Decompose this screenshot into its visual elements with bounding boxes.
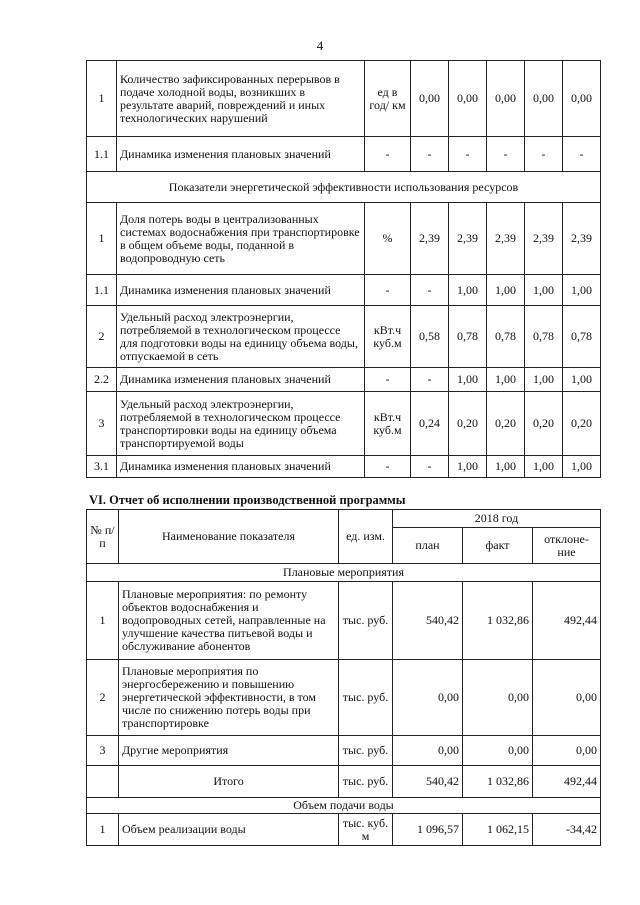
unit: тыс. куб. м: [339, 814, 393, 846]
indicator-name: Другие мероприятия: [119, 736, 339, 766]
value: 0,00: [411, 61, 449, 137]
row-number: 1.1: [87, 137, 117, 172]
indicator-name: Доля потерь воды в централизованных системах водоснабжения при транспортировке в общем объеме воды, поданной в водопроводную сеть: [117, 203, 365, 275]
value: -: [487, 137, 525, 172]
fact-value: 0,00: [463, 660, 533, 736]
plan-value: 540,42: [393, 582, 463, 660]
row-number: 2: [87, 660, 119, 736]
row-number: 1: [87, 203, 117, 275]
col-header-name: Наименование показателя: [119, 510, 339, 564]
deviation-value: -34,42: [533, 814, 601, 846]
value: 0,78: [525, 306, 563, 368]
value: 0,24: [411, 392, 449, 456]
header-row: [87, 510, 601, 528]
value: 2,39: [449, 203, 487, 275]
value: 1,00: [525, 456, 563, 478]
row-number: 3: [87, 736, 119, 766]
indicator-name: Динамика изменения плановых значений: [117, 368, 365, 392]
value: 0,00: [487, 61, 525, 137]
value: 0,20: [449, 392, 487, 456]
unit: тыс. руб.: [339, 582, 393, 660]
value: 1,00: [525, 368, 563, 392]
indicator-name: Количество зафиксированных перерывов в подаче холодной воды, возникших в результате аварий, повреждений и иных технологических нарушений: [117, 61, 365, 137]
table-row: [87, 736, 601, 766]
plan-value: 540,42: [393, 766, 463, 798]
unit: -: [365, 275, 411, 306]
deviation-value: 0,00: [533, 736, 601, 766]
value: 0,78: [449, 306, 487, 368]
page-number: 4: [316, 38, 324, 53]
indicators-table: [86, 60, 601, 478]
row-number: 1: [87, 814, 119, 846]
group-row: [87, 564, 601, 582]
value: -: [411, 137, 449, 172]
unit: тыс. руб.: [339, 736, 393, 766]
table-row: [87, 306, 601, 368]
indicator-name: Объем реализации воды: [119, 814, 339, 846]
value: 1,00: [563, 368, 601, 392]
row-number: 2: [87, 306, 117, 368]
section-title: VI. Отчет об исполнении производственной программы: [89, 493, 406, 507]
indicator-name: Удельный расход электроэнергии, потребляемой в технологическом процессе транспортировки воды на единицу объема транспортируемой воды: [117, 392, 365, 456]
value: 1,00: [563, 456, 601, 478]
col-header-plan: план: [393, 528, 463, 564]
deviation-value: 492,44: [533, 582, 601, 660]
value: 2,39: [563, 203, 601, 275]
indicator-name: Плановые мероприятия по энергосбережению и повышению энергетической эффективности, в том числе по снижению потерь воды при транспортировке: [119, 660, 339, 736]
col-header-number: № п/п: [87, 510, 119, 564]
indicator-name: Динамика изменения плановых значений: [117, 456, 365, 478]
value: 0,00: [563, 61, 601, 137]
value: 0,20: [563, 392, 601, 456]
row-number: 3.1: [87, 456, 117, 478]
value: -: [411, 275, 449, 306]
table-row: [87, 368, 601, 392]
indicator-name: Удельный расход электроэнергии, потребляемой в технологическом процессе для подготовки воды на единицу объема воды, отпускаемой в сеть: [117, 306, 365, 368]
table-row: [87, 61, 601, 137]
unit: ед в год/ км: [365, 61, 411, 137]
value: 0,00: [525, 61, 563, 137]
group-header: Объем подачи воды: [87, 798, 601, 814]
deviation-value: 0,00: [533, 660, 601, 736]
value: 0,00: [449, 61, 487, 137]
col-header-fact: факт: [463, 528, 533, 564]
value: -: [525, 137, 563, 172]
value: 2,39: [525, 203, 563, 275]
table-row: [87, 203, 601, 275]
col-header-deviation: отклоне-ние: [533, 528, 601, 564]
table-row: [87, 456, 601, 478]
fact-value: 0,00: [463, 736, 533, 766]
unit: кВт.ч куб.м: [365, 306, 411, 368]
indicator-name: Динамика изменения плановых значений: [117, 275, 365, 306]
table-row: [87, 582, 601, 660]
unit: %: [365, 203, 411, 275]
row-number: 3: [87, 392, 117, 456]
unit: тыс. руб.: [339, 766, 393, 798]
table-row: [87, 392, 601, 456]
total-label: Итого: [119, 766, 339, 798]
value: 1,00: [563, 275, 601, 306]
production-program-table: [86, 509, 601, 846]
value: 1,00: [487, 275, 525, 306]
unit: -: [365, 137, 411, 172]
table-row: [87, 275, 601, 306]
fact-value: 1 032,86: [463, 582, 533, 660]
value: 0,20: [525, 392, 563, 456]
row-number: 1: [87, 61, 117, 137]
value: 0,78: [487, 306, 525, 368]
col-header-year: 2018 год: [393, 510, 601, 528]
table-row: [87, 137, 601, 172]
col-header-unit: ед. изм.: [339, 510, 393, 564]
value: 1,00: [449, 275, 487, 306]
value: 0,20: [487, 392, 525, 456]
value: 1,00: [487, 456, 525, 478]
value: -: [563, 137, 601, 172]
total-row: [87, 766, 601, 798]
group-row: [87, 798, 601, 814]
value: 0,58: [411, 306, 449, 368]
value: 1,00: [487, 368, 525, 392]
empty-cell: [87, 766, 119, 798]
indicator-name: Динамика изменения плановых значений: [117, 137, 365, 172]
value: -: [449, 137, 487, 172]
row-number: 1.1: [87, 275, 117, 306]
group-header: Плановые мероприятия: [87, 564, 601, 582]
unit: кВт.ч куб.м: [365, 392, 411, 456]
value: 1,00: [525, 275, 563, 306]
row-number: 2.2: [87, 368, 117, 392]
deviation-value: 492,44: [533, 766, 601, 798]
value: 1,00: [449, 456, 487, 478]
plan-value: 0,00: [393, 736, 463, 766]
plan-value: 1 096,57: [393, 814, 463, 846]
fact-value: 1 032,86: [463, 766, 533, 798]
table-row: [87, 814, 601, 846]
value: -: [411, 456, 449, 478]
unit: -: [365, 368, 411, 392]
unit: тыс. руб.: [339, 660, 393, 736]
unit: -: [365, 456, 411, 478]
value: 2,39: [487, 203, 525, 275]
indicator-name: Плановые мероприятия: по ремонту объектов водоснабжения и водопроводных сетей, направленные на улучшение качества питьевой воды и обслуживание абонентов: [119, 582, 339, 660]
fact-value: 1 062,15: [463, 814, 533, 846]
value: 0,78: [563, 306, 601, 368]
row-number: 1: [87, 582, 119, 660]
value: 2,39: [411, 203, 449, 275]
section-header-row: [87, 172, 601, 203]
table-row: [87, 660, 601, 736]
value: 1,00: [449, 368, 487, 392]
section-header: Показатели энергетической эффективности использования ресурсов: [87, 172, 601, 203]
value: -: [411, 368, 449, 392]
plan-value: 0,00: [393, 660, 463, 736]
